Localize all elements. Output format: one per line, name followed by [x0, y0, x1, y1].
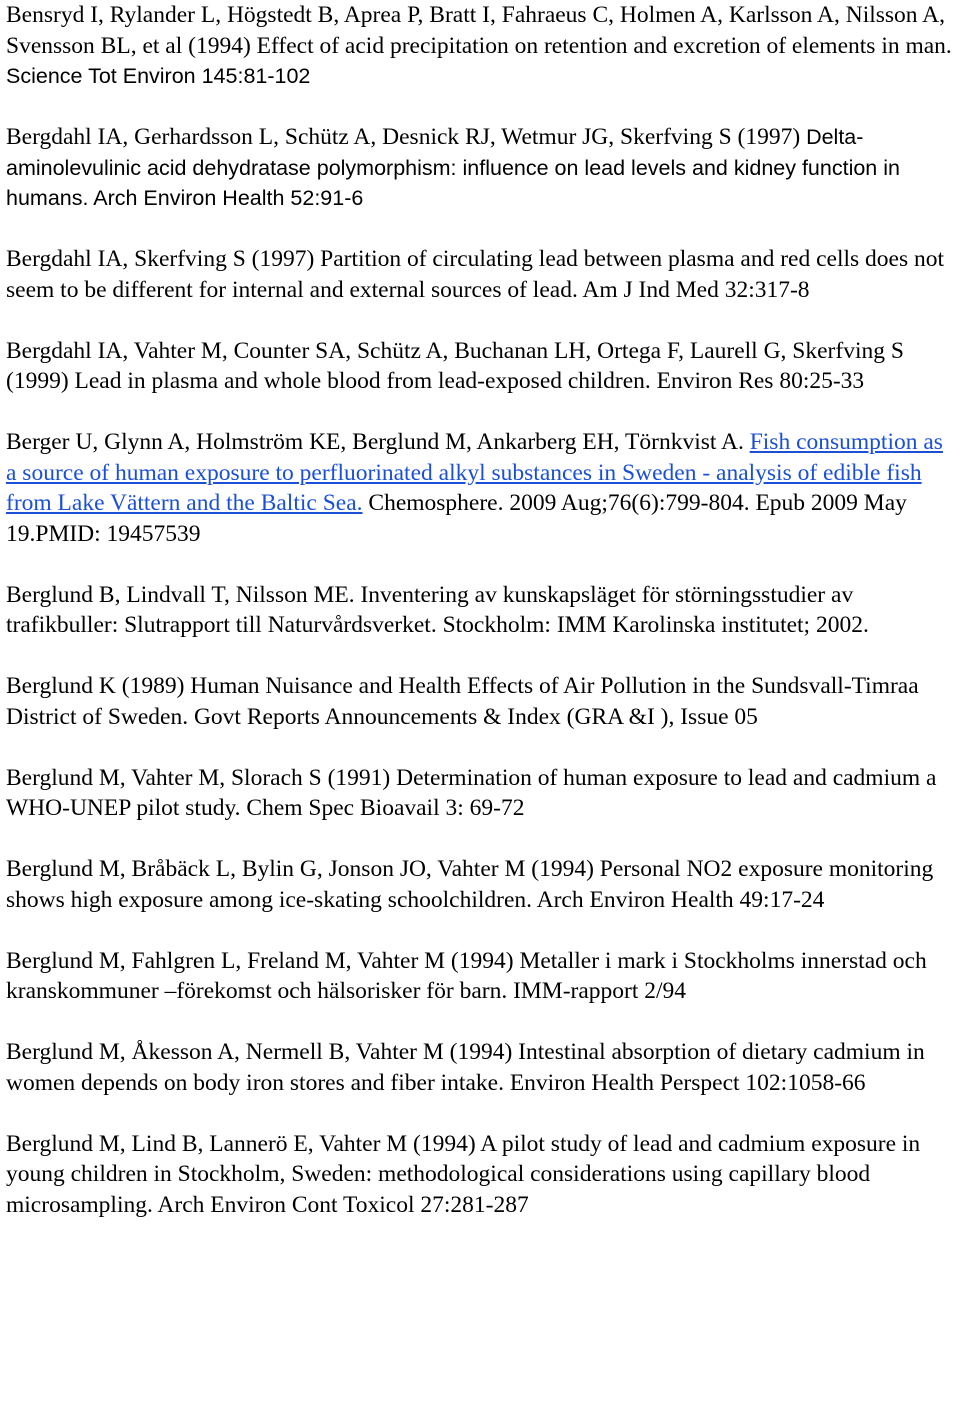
reference-text: Berglund B, Lindvall T, Nilsson ME. Inventering av kunskapsläget för störningsstudier av trafikbuller: Slutrapport till Naturvårdsverket. Stockholm: IMM Karolinska institutet; 2002.: [6, 581, 869, 638]
reference-list: [6, 0, 956, 1220]
reference-entry: [6, 244, 956, 305]
reference-text: Chemosphere. 2009 Aug;76(6):799-804. Epub 2009 May 19.PMID: 19457539: [6, 490, 907, 547]
reference-entry: [6, 336, 956, 397]
reference-text: Berglund M, Lind B, Lannerö E, Vahter M (1994) A pilot study of lead and cadmium exposure in young children in Stockholm, Sweden: methodological considerations using capillary blood microsampling. Arch Environ Cont Toxicol 27:281-287: [6, 1130, 921, 1218]
reference-link[interactable]: Fish consumption as a source of human exposure to perfluorinated alkyl substances in Sweden - analysis of edible fish from Lake Vättern and the Baltic Sea.: [6, 429, 943, 516]
reference-entry: [6, 1129, 956, 1221]
reference-text: Berglund K (1989) Human Nuisance and Health Effects of Air Pollution in the Sundsvall-Timraa District of Sweden. Govt Reports Announcements & Index (GRA &I ), Issue 05: [6, 673, 919, 730]
reference-entry: [6, 427, 956, 549]
reference-text: Bensryd I, Rylander L, Högstedt B, Aprea P, Bratt I, Fahraeus C, Holmen A, Karlsson A, Nilsson A, Svensson BL, et al (1994) Effect of acid precipitation on retention and excretion of elements in man.: [6, 2, 952, 59]
reference-text: Bergdahl IA, Vahter M, Counter SA, Schütz A, Buchanan LH, Ortega F, Laurell G, Skerfving S (1999) Lead in plasma and whole blood from lead-exposed children. Environ Res 80:25-33: [6, 337, 904, 394]
reference-entry: [6, 1037, 956, 1098]
reference-entry: [6, 122, 956, 214]
reference-entry: [6, 0, 956, 92]
reference-entry: [6, 854, 956, 915]
reference-text: Berger U, Glynn A, Holmström KE, Berglund M, Ankarberg EH, Törnkvist A.: [6, 429, 750, 455]
reference-text: Bergdahl IA, Gerhardsson L, Schütz A, Desnick RJ, Wetmur JG, Skerfving S (1997): [6, 124, 807, 150]
reference-text: Science Tot Environ 145:81-102: [6, 64, 311, 88]
reference-text: Berglund M, Fahlgren L, Freland M, Vahter M (1994) Metaller i mark i Stockholms innerstad och kranskommuner –förekomst och hälsorisker för barn. IMM-rapport 2/94: [6, 947, 927, 1004]
reference-text: Berglund M, Bråbäck L, Bylin G, Jonson JO, Vahter M (1994) Personal NO2 exposure monitoring shows high exposure among ice-skating schoolchildren. Arch Environ Health 49:17-24: [6, 856, 934, 913]
reference-entry: [6, 763, 956, 824]
reference-text: Berglund M, Åkesson A, Nermell B, Vahter M (1994) Intestinal absorption of dietary cadmium in women depends on body iron stores and fiber intake. Environ Health Perspect 102:1058-66: [6, 1039, 925, 1096]
reference-text: Bergdahl IA, Skerfving S (1997) Partition of circulating lead between plasma and red cells does not seem to be different for internal and external sources of lead. Am J Ind Med 32:317-8: [6, 246, 945, 303]
reference-text: Delta-aminolevulinic acid dehydratase polymorphism: influence on lead levels and kidney function in humans. Arch Environ Health 52:91-6: [6, 125, 900, 210]
reference-entry: [6, 671, 956, 732]
reference-entry: [6, 946, 956, 1007]
reference-text: Berglund M, Vahter M, Slorach S (1991) Determination of human exposure to lead and cadmium a WHO-UNEP pilot study. Chem Spec Bioavail 3: 69-72: [6, 764, 937, 821]
reference-entry: [6, 580, 956, 641]
